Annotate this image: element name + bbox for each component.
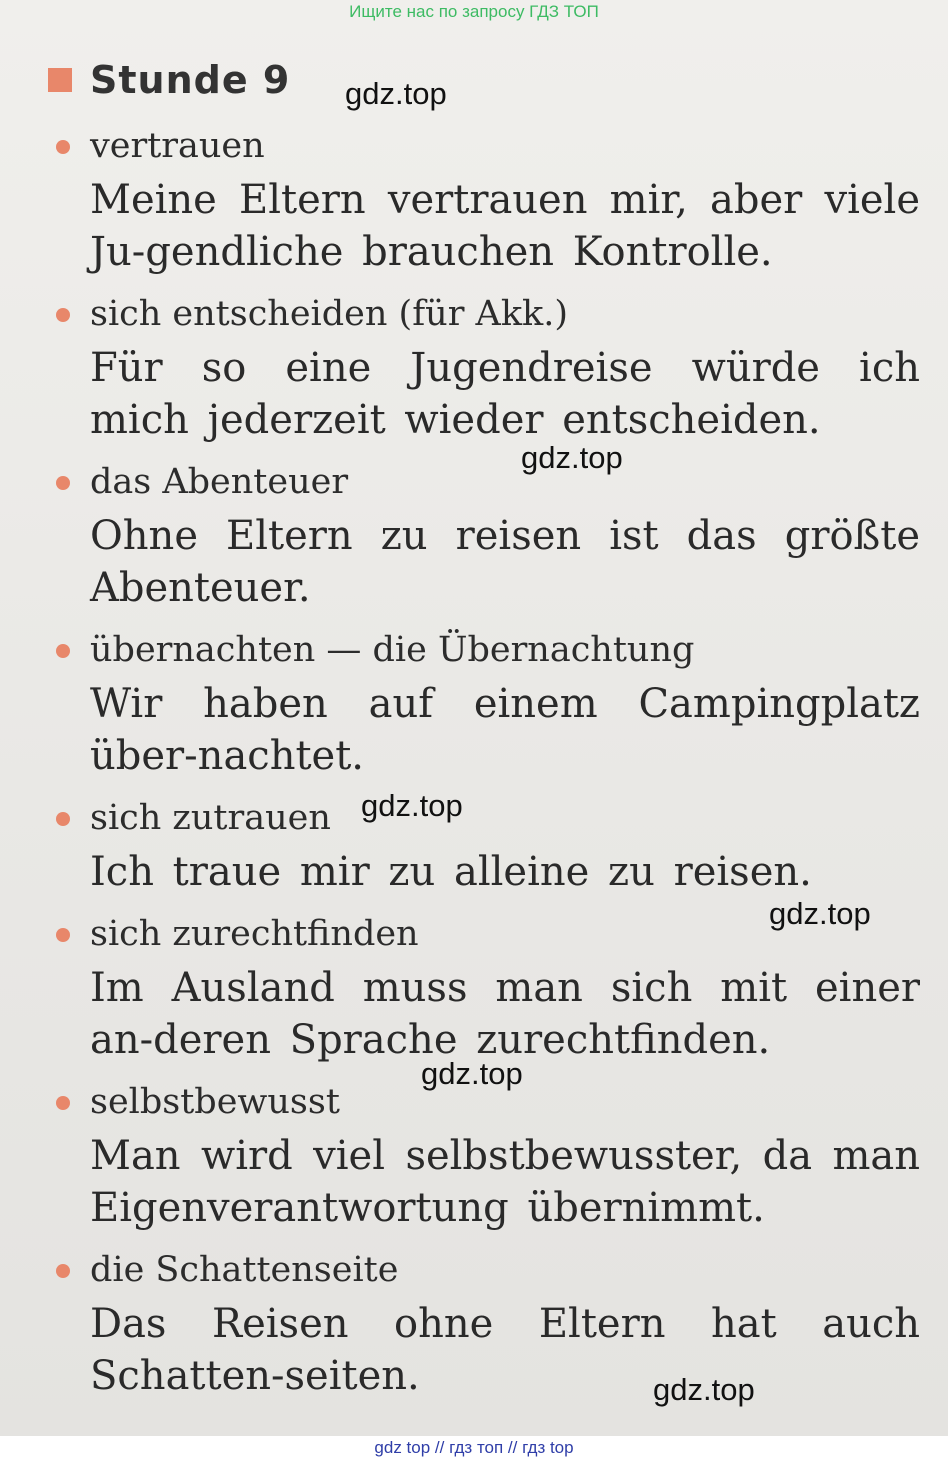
watermark: gdz.top: [421, 1056, 523, 1091]
page-title: Stunde 9: [90, 58, 291, 102]
watermark: gdz.top: [653, 1372, 755, 1407]
bullet-icon: [56, 1264, 70, 1278]
vocab-example: Für so eine Jugendreise würde ich mich jederzeit wieder entscheiden.: [90, 345, 920, 443]
bullet-icon: [56, 1096, 70, 1110]
vocab-term: vertrauen: [90, 126, 265, 166]
watermark: gdz.top: [521, 440, 623, 475]
bullet-icon: [56, 812, 70, 826]
vocab-term: sich entscheiden (für Akk.): [90, 294, 569, 334]
vocab-example: Meine Eltern vertrauen mir, aber viele Ju-gendliche brauchen Kontrolle.: [90, 177, 920, 275]
vocab-term: übernachten — die Übernachtung: [90, 630, 695, 670]
watermark: gdz.top: [361, 788, 463, 823]
bullet-icon: [56, 308, 70, 322]
vocab-example: Ich traue mir zu alleine zu reisen.: [90, 849, 812, 895]
bullet-icon: [56, 140, 70, 154]
heading-square-icon: [48, 68, 72, 92]
vocab-example: Das Reisen ohne Eltern hat auch Schatten-seiten.: [90, 1301, 920, 1399]
bullet-icon: [56, 928, 70, 942]
vocab-example: Man wird viel selbstbewusster, da man Eigenverantwortung übernimmt.: [90, 1133, 920, 1231]
vocab-term: sich zurechtfinden: [90, 914, 419, 954]
vocab-example: Im Ausland muss man sich mit einer an-deren Sprache zurechtfinden.: [90, 965, 920, 1063]
vocab-term: das Abenteuer: [90, 462, 349, 502]
vocab-example: Ohne Eltern zu reisen ist das größte Abenteuer.: [90, 513, 920, 611]
watermark: gdz.top: [345, 76, 447, 111]
vocab-example: Wir haben auf einem Campingplatz über-nachtet.: [90, 681, 920, 779]
bullet-icon: [56, 644, 70, 658]
watermark: gdz.top: [769, 896, 871, 931]
top-note[interactable]: Ищите нас по запросу ГДЗ ТОП: [349, 2, 599, 21]
vocab-term: selbstbewusst: [90, 1082, 340, 1122]
vocab-term: die Schattenseite: [90, 1250, 399, 1290]
bullet-icon: [56, 476, 70, 490]
vocab-term: sich zutrauen: [90, 798, 331, 838]
bottom-link-bar[interactable]: gdz top // гдз топ // гдз top: [0, 1436, 948, 1462]
section-heading: [48, 55, 290, 105]
